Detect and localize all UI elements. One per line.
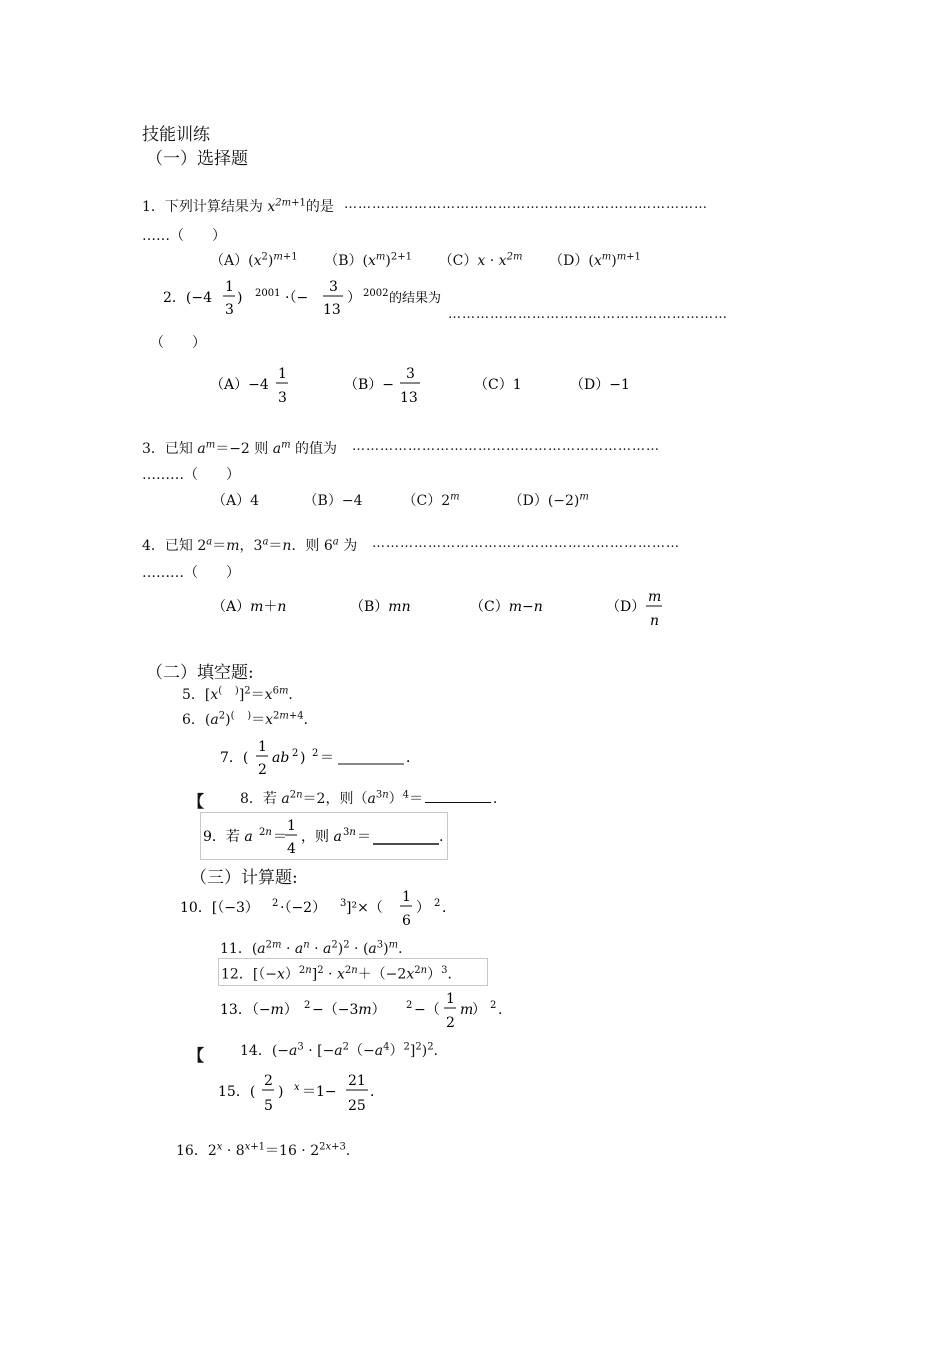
svg-text:＝: ＝ (320, 750, 334, 766)
page-title: 技能训练 (142, 125, 210, 145)
question-12: 12．$[(-x)^{2n}]^2 \cdot x^{2n}+(-2x^{2n})^3$． (218, 958, 488, 986)
svg-text:]²×（: ]²×（ (346, 900, 383, 916)
svg-text:2: 2 (264, 1073, 273, 1089)
svg-text:2: 2 (304, 1000, 311, 1011)
svg-text:·（−: ·（− (285, 290, 309, 306)
section-calc-heading: （三）计算题: (190, 868, 298, 888)
question-2-stem (163, 276, 463, 322)
svg-text:4: 4 (287, 841, 296, 857)
option-a: $(A)(x^2)^{m+1}$ (210, 251, 298, 269)
question-9 (200, 812, 448, 860)
svg-text:（C）m−n: （C）m−n (470, 599, 543, 615)
svg-text:3: 3 (225, 302, 234, 318)
svg-text:＝: ＝ (273, 829, 287, 845)
svg-text:（C）1: （C）1 (474, 377, 522, 393)
svg-text:（D）: （D） (606, 599, 646, 615)
question-4-dots: ………………………………………………………… (372, 536, 680, 551)
svg-text:2．(−4: 2．(−4 (163, 290, 213, 306)
svg-text:．: ． (370, 1084, 384, 1100)
svg-text:·（−2）: ·（−2） (280, 900, 327, 916)
question-13 (220, 988, 510, 1038)
svg-text:m: m (648, 589, 662, 605)
svg-text:＝: ＝ (357, 829, 371, 845)
question-2-answer: （ ） (150, 335, 206, 351)
left-bracket-2: 【 (188, 1046, 205, 1065)
svg-text:2: 2 (434, 898, 441, 909)
option-b: $(B)(x^m)^{2+1}$ (324, 251, 412, 269)
svg-text:3: 3 (278, 390, 287, 406)
svg-text:2: 2 (490, 1000, 497, 1011)
svg-text:2n: 2n (259, 827, 272, 838)
svg-text:−（−3m）: −（−3m） (312, 1002, 386, 1018)
question-7-formula (220, 736, 420, 780)
svg-text:): ) (300, 750, 306, 766)
question-2-options (210, 362, 670, 414)
question-4-options (212, 587, 672, 637)
svg-text:的结果为: 的结果为 (389, 291, 442, 306)
svg-text:（D）−1: （D）−1 (570, 377, 630, 393)
section-choice-heading: （一）选择题 (146, 149, 248, 169)
svg-text:3: 3 (406, 366, 415, 382)
section-fill-heading: （二）填空题: (146, 663, 254, 683)
svg-text:（A）m＋n: （A）m＋n (212, 599, 287, 615)
question-3-options (212, 490, 589, 510)
svg-text:1: 1 (402, 889, 411, 905)
question-2-formula (163, 276, 463, 322)
svg-text:.: . (439, 829, 444, 845)
svg-text:.: . (498, 1002, 503, 1018)
svg-text:15．(: 15．( (218, 1084, 256, 1100)
svg-text:n: n (650, 613, 660, 629)
option-a: （A）4 (212, 493, 260, 509)
svg-text:2001: 2001 (255, 288, 281, 299)
question-4-answer: ………（ ） (142, 565, 240, 581)
svg-text:2: 2 (406, 1000, 413, 1011)
question-1-dots: …………………………………………………………………… (344, 197, 708, 212)
svg-text:−（: −（ (414, 1002, 440, 1018)
question-15 (218, 1068, 418, 1122)
question-14: 14．$(-a^3 \cdot [-a^2(-a^4)^2]^2)^2$． (240, 1041, 448, 1059)
svg-text:3n: 3n (343, 827, 356, 838)
question-8: 8．若 $a^{2n}=2$，则$(a^{3n})^4=$ ． (240, 789, 508, 807)
svg-text:13: 13 (323, 302, 341, 318)
svg-text:（A）−4: （A）−4 (210, 377, 269, 393)
question-11: 11．$(a^{2m} \cdot a^n \cdot a^2)^2 \cdot (a^3)^m$． (220, 939, 413, 957)
svg-text:2: 2 (272, 898, 279, 909)
svg-text:2: 2 (312, 748, 319, 759)
question-6: 6．$(a^2)^{( )}=x^{2m+4}$． (182, 710, 318, 728)
question-16: 16．$2^x \cdot 8^{x+1}=16 \cdot 2^{2x+3}$． (176, 1141, 360, 1159)
svg-text:9．若 a: 9．若 a (203, 829, 253, 845)
question-2-options-formula (210, 362, 670, 410)
svg-text:，则 a: ，则 a (301, 829, 342, 845)
svg-text:1: 1 (287, 818, 296, 834)
svg-text:）: ） (416, 900, 430, 916)
question-15-formula (218, 1068, 418, 1118)
svg-text:3: 3 (329, 279, 338, 295)
option-c: $(C)x \cdot x^{2m}$ (438, 251, 523, 269)
svg-text:（B）−: （B）− (344, 377, 395, 393)
svg-text:10．[（−3）: 10．[（−3） (180, 900, 259, 916)
svg-text:＝1−: ＝1− (302, 1084, 337, 1100)
question-2-dots: …………………………………………………… (448, 307, 728, 322)
option-c: （C）2$^m$ (402, 491, 460, 509)
svg-text:）: ） (347, 290, 361, 306)
svg-text:m: m (460, 1002, 474, 1018)
svg-text:（B）mn: （B）mn (350, 599, 411, 615)
option-d: $(D)(-2)^m$ (508, 491, 589, 509)
question-3-answer: ………（ ） (142, 467, 240, 483)
question-4-stem: 4．已知 $2^a=m$，$3^a=n$．则 6$^a$ 为 (142, 536, 358, 554)
question-3-stem: 3．已知 $a^m=-2$ 则 $a^m$ 的值为 (142, 439, 338, 457)
svg-text:．: ． (442, 900, 456, 916)
question-4-options-formula (212, 587, 672, 633)
svg-text:13．（−m）: 13．（−m） (220, 1002, 298, 1018)
question-3-dots: ………………………………………………………… (352, 439, 660, 454)
svg-text:1: 1 (225, 279, 234, 295)
svg-text:2: 2 (292, 748, 299, 759)
question-1-stem: 1．下列计算结果为 $x^{2m+1}$的是 (142, 197, 334, 215)
option-d: $(D)(x^m)^{m+1}$ (549, 251, 641, 269)
svg-text:1: 1 (446, 991, 455, 1007)
question-9-formula (201, 813, 447, 859)
svg-text:ab: ab (272, 750, 290, 766)
svg-text:): ) (237, 290, 243, 306)
svg-text:3: 3 (340, 898, 347, 909)
svg-text:2002: 2002 (363, 288, 389, 299)
svg-text:7．(: 7．( (220, 750, 249, 766)
svg-text:21: 21 (348, 1073, 366, 1089)
svg-text:13: 13 (400, 390, 418, 406)
question-10-formula (180, 884, 460, 932)
svg-text:1: 1 (278, 366, 287, 382)
svg-text:1: 1 (258, 739, 267, 755)
question-5: 5．$[x^{( )}]^2=x^{6m}$． (182, 685, 303, 703)
svg-text:6: 6 (402, 913, 411, 929)
svg-text:): ) (278, 1084, 284, 1100)
svg-text:25: 25 (348, 1098, 366, 1114)
question-13-formula (220, 988, 510, 1034)
svg-text:．: ． (406, 750, 420, 766)
left-bracket-1: 【 (188, 792, 205, 811)
question-7 (220, 736, 420, 784)
svg-text:2: 2 (258, 762, 267, 778)
svg-text:2: 2 (446, 1015, 455, 1031)
svg-text:x: x (294, 1082, 300, 1093)
option-b: （B）−4 (303, 493, 363, 509)
question-1-answer: ……（ ） (142, 228, 226, 244)
question-10 (180, 884, 460, 936)
svg-text:5: 5 (264, 1098, 273, 1114)
question-1-options (210, 250, 641, 270)
svg-text:）: ） (472, 1002, 486, 1018)
